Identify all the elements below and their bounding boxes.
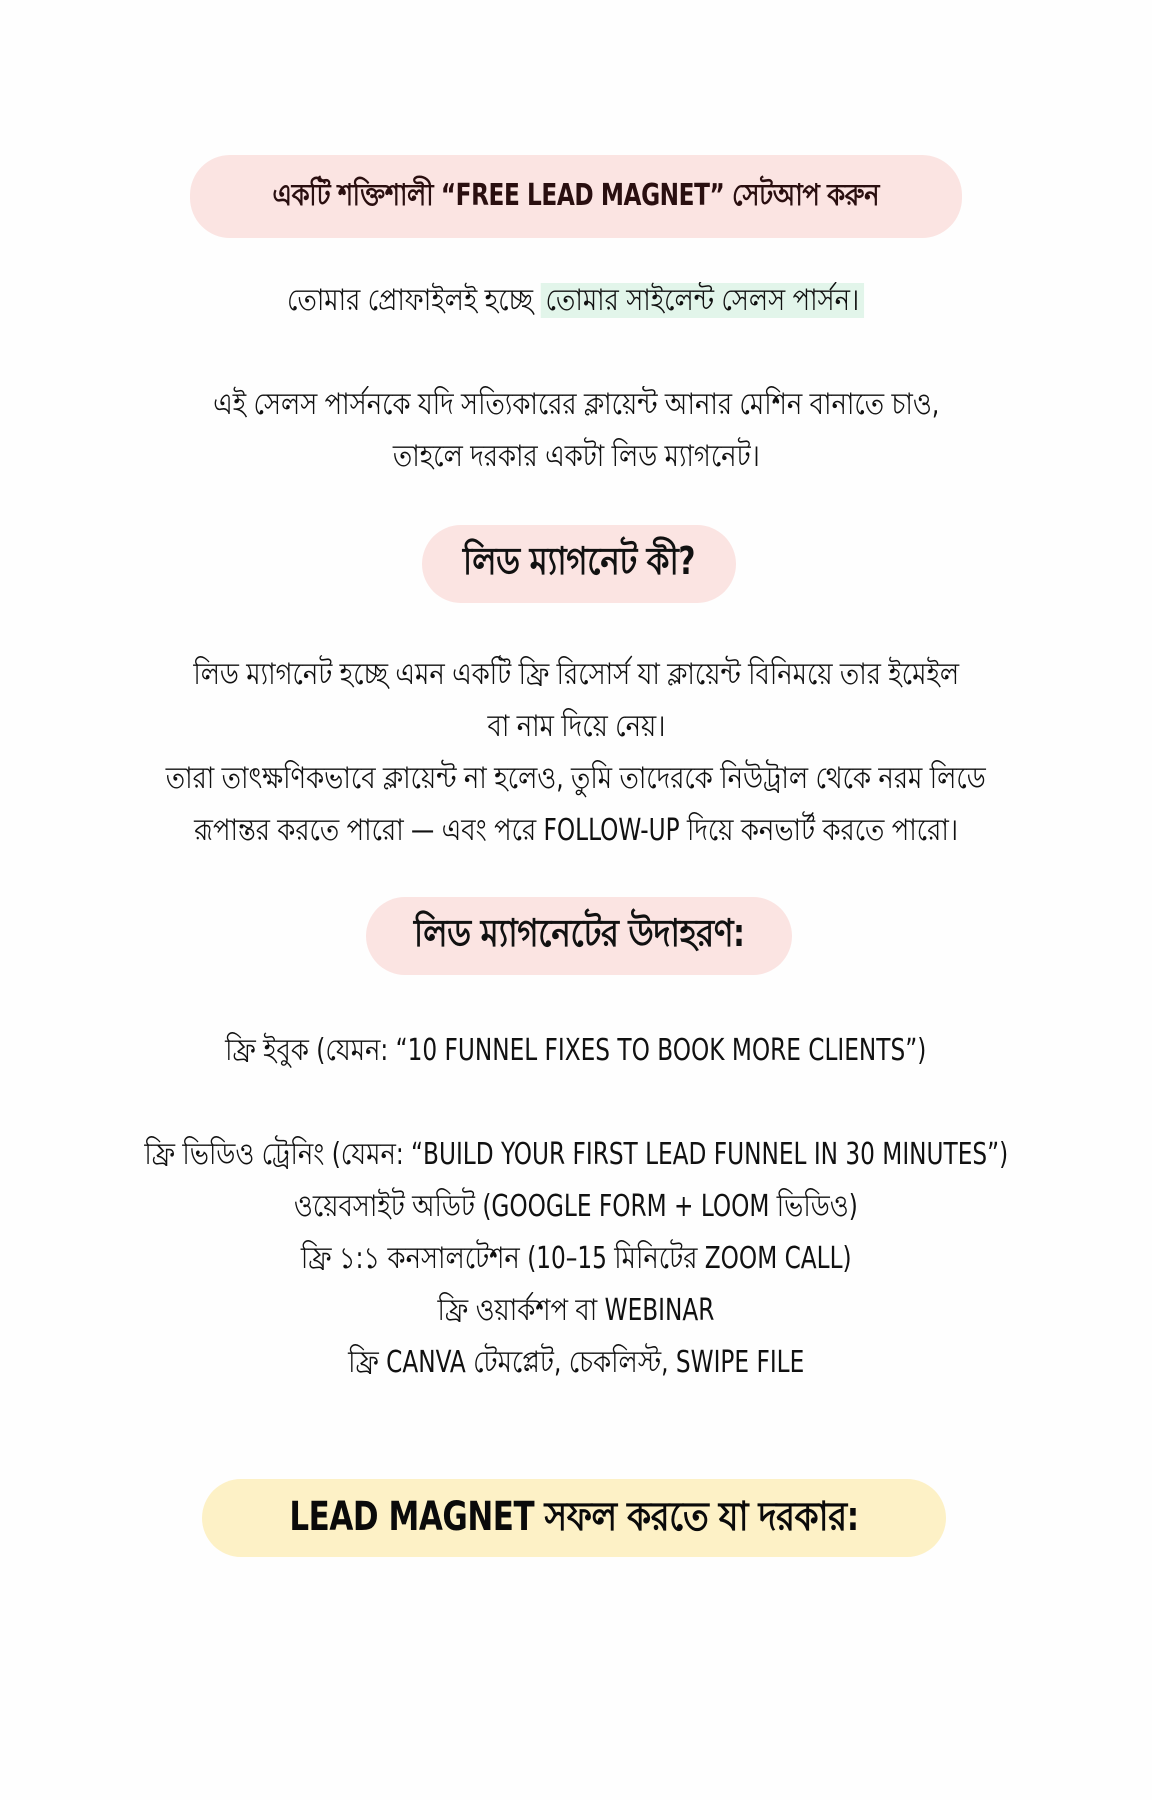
page-title-pill	[190, 155, 962, 238]
example-text: ওয়েবসাইট অডিট (GOOGLE FORM + LOOM ভিডিও)	[294, 1189, 858, 1224]
section-heading-success-text: LEAD MAGNET সফল করতে যা দরকার:	[289, 1493, 859, 1540]
example-item	[0, 1130, 1152, 1180]
example-item	[0, 1286, 1152, 1336]
intro-line-2	[0, 380, 1152, 430]
section-heading-success	[202, 1479, 946, 1557]
definition-line-2	[0, 702, 1152, 752]
example-item	[0, 1338, 1152, 1388]
example-text: ফ্রি ভিডিও ট্রেনিং (যেমন: “BUILD YOUR FIRST LEAD FUNNEL IN 30 MINUTES”)	[144, 1137, 1008, 1172]
example-item	[0, 1026, 1152, 1076]
definition-text-1: লিড ম্যাগনেট হচ্ছে এমন একটি ফ্রি রিসোর্স যা ক্লায়েন্ট বিনিময়ে তার ইমেইল	[193, 657, 959, 692]
intro-line-3	[0, 432, 1152, 482]
intro-text-3: তাহলে দরকার একটা লিড ম্যাগনেট।	[392, 439, 760, 474]
page-title: একটি শক্তিশালী “FREE LEAD MAGNET” সেটআপ করুন	[272, 178, 880, 213]
definition-line-3	[0, 754, 1152, 804]
intro-text-2: এই সেলস পার্সনকে যদি সত্যিকারের ক্লায়েন্ট আনার মেশিন বানাতে চাও,	[212, 387, 940, 422]
example-text: ফ্রি ইবুক (যেমন: “10 FUNNEL FIXES TO BOOK MORE CLIENTS”)	[225, 1033, 927, 1068]
definition-line-4	[0, 806, 1152, 856]
highlighted-phrase: তোমার সাইলেন্ট সেলস পার্সন।	[541, 283, 865, 318]
intro-prefix: তোমার প্রোফাইলই হচ্ছে	[287, 283, 541, 318]
example-text: ফ্রি CANVA টেমপ্লেট, চেকলিস্ট, SWIPE FILE	[347, 1345, 805, 1380]
definition-text-4: রূপান্তর করতে পারো — এবং পরে FOLLOW-UP দিয়ে কনভার্ট করতে পারো।	[194, 813, 958, 848]
definition-line-1	[0, 650, 1152, 700]
intro-line-1	[0, 276, 1152, 326]
section-heading-what-text: লিড ম্যাগনেট কী?	[462, 539, 696, 583]
section-heading-examples	[366, 897, 792, 975]
example-text: ফ্রি ১:১ কনসালটেশন (10–15 মিনিটের ZOOM CALL)	[300, 1241, 852, 1276]
example-item	[0, 1182, 1152, 1232]
definition-text-2: বা নাম দিয়ে নেয়।	[487, 709, 665, 744]
definition-text-3: তারা তাৎক্ষণিকভাবে ক্লায়েন্ট না হলেও, তুমি তাদেরকে নিউট্রাল থেকে নরম লিডে	[166, 761, 986, 796]
section-heading-examples-text: লিড ম্যাগনেটের উদাহরণ:	[413, 911, 745, 955]
example-text: ফ্রি ওয়ার্কশপ বা WEBINAR	[437, 1293, 715, 1328]
section-heading-what	[422, 525, 736, 603]
example-item	[0, 1234, 1152, 1284]
